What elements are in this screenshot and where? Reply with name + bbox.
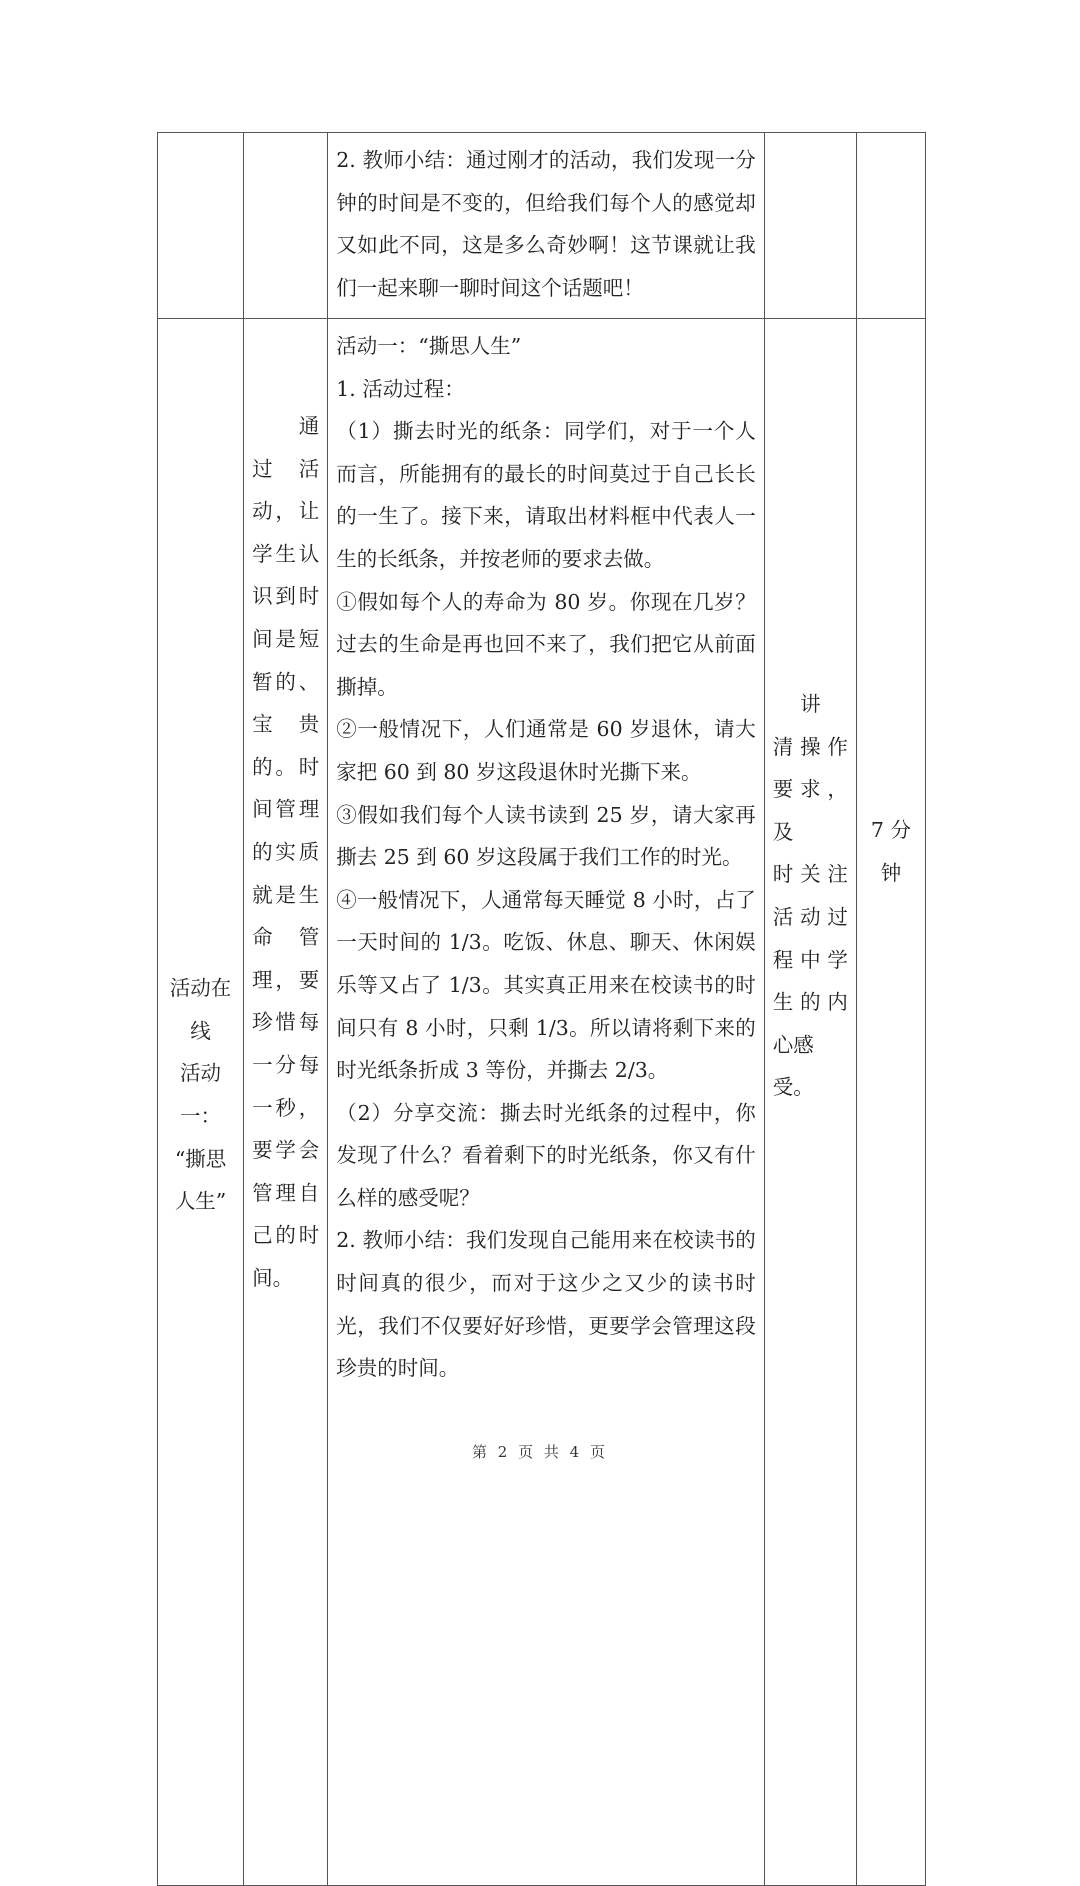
goal-line: 间是短 (252, 626, 320, 651)
process-step: ②一般情况下，人们通常是 60 岁退休，请大家把 60 到 80 岁这段退休时光撕下来。 (336, 717, 756, 784)
process-heading: 1. 活动过程： (336, 376, 465, 401)
note-line: 要求，及 (772, 777, 848, 844)
table-cell-empty (158, 133, 244, 319)
goal-line: 动，让 (252, 499, 320, 524)
goal-line: 珍惜每 (252, 1010, 320, 1035)
note-line: 时关注 (772, 862, 848, 887)
teacher-summary-text: 2. 教师小结：通过刚才的活动，我们发现一分钟的时间是不变的，但给我们每个人的感觉却又如此不同，这是多么奇妙啊！这节课就让我们一起来聊一聊时间这个话题吧！ (336, 148, 756, 300)
activity-goal-cell (244, 319, 328, 1886)
table-row (158, 319, 926, 1886)
note-line: 活动过 (772, 904, 848, 929)
note-line: 讲 (800, 692, 821, 716)
goal-line: 就是生 (252, 882, 320, 907)
note-line: 心感受。 (772, 1032, 814, 1100)
duration-line: 7 分 (870, 818, 911, 842)
goal-line: 通 (298, 414, 320, 438)
activity-name-cell (158, 319, 244, 1886)
activity-process-cell (328, 319, 765, 1886)
goal-line: 管理自 (252, 1180, 320, 1205)
table-cell-empty (856, 133, 925, 319)
duration-line: 钟 (880, 860, 902, 885)
teacher-summary-cell (328, 133, 765, 319)
process-step: ③假如我们每个人读书读到 25 岁，请大家再撕去 25 到 60 岁这段属于我们工作的时光。 (336, 802, 756, 870)
table-cell-empty (764, 133, 856, 319)
process-step: ④一般情况下，人通常每天睡觉 8 小时，占了一天时间的 1/3。吃饭、休息、聊天、休闲娱乐等又占了 1/3。其实真正用来在校读书的时间只有 8 小时，只剩 1/3。所以请将剩下来的时光纸条折成 3 等份，并撕去 2/3。 (336, 887, 756, 1083)
duration-cell (856, 319, 925, 1886)
goal-line: 宝 贵 (252, 712, 320, 737)
goal-line: 己的时 (252, 1223, 320, 1248)
teaching-note-cell (764, 319, 856, 1886)
goal-line: 一秒， (252, 1095, 320, 1120)
lesson-plan-table (157, 132, 926, 1886)
activity-name-line: 活动在 (169, 976, 232, 1001)
goal-line: 学生认 (252, 541, 320, 566)
activity-name-line: 线 (190, 1018, 211, 1043)
process-paragraph: （1）撕去时光的纸条：同学们，对于一个人而言，所能拥有的最长的时间莫过于自己长长的一生了。接下来，请取出材料框中代表人一生的长纸条，并按老师的要求去做。 (336, 419, 756, 571)
goal-line: 的。时 (252, 754, 320, 779)
page-number-footer: 第 2 页 共 4 页 (472, 1443, 608, 1461)
teacher-summary-text: 2. 教师小结：我们发现自己能用来在校读书的时间真的很少，而对于这少之又少的读书时光，我们不仅要好好珍惜，更要学会管理这段珍贵的时间。 (336, 1228, 756, 1381)
activity-name-line: 一： (180, 1104, 222, 1128)
goal-line: 间。 (252, 1265, 294, 1290)
activity-name-line: 人生” (174, 1189, 227, 1214)
goal-line: 识到时 (252, 584, 320, 609)
table-cell-empty (244, 133, 328, 319)
goal-line: 暂的、 (252, 669, 320, 694)
goal-line: 命 管 (252, 925, 320, 950)
process-step: ①假如每个人的寿命为 80 岁。你现在几岁？过去的生命是再也回不来了，我们把它从前面撕掉。 (336, 589, 756, 699)
goal-line: 理，要 (252, 967, 320, 992)
goal-line: 要学会 (252, 1138, 320, 1163)
process-paragraph: （2）分享交流：撕去时光纸条的过程中，你发现了什么？看着剩下的时光纸条，你又有什么样的感受呢？ (336, 1100, 756, 1210)
goal-line: 的实质 (252, 839, 320, 864)
goal-line: 过 活 (252, 456, 320, 481)
note-line: 程中学 (772, 947, 848, 972)
activity-title: 活动一：“撕思人生” (336, 334, 522, 358)
table-row (158, 133, 926, 319)
note-line: 清操作 (772, 734, 848, 759)
goal-line: 一分每 (252, 1052, 320, 1077)
activity-name-line: 活动 (180, 1061, 222, 1086)
goal-line: 间管理 (252, 797, 320, 822)
note-line: 生的内 (772, 990, 848, 1015)
activity-name-line: “撕思 (174, 1146, 227, 1171)
